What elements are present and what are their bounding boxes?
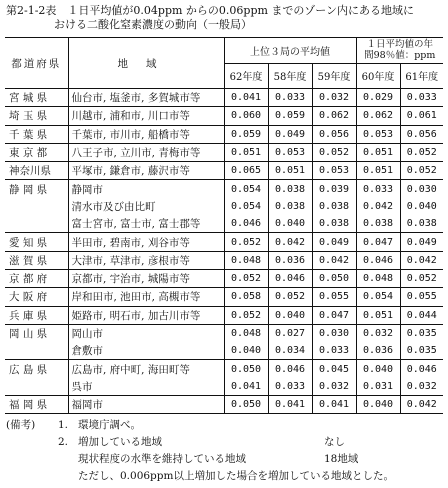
value-cell: 0.032 bbox=[400, 378, 443, 396]
prefecture-cell: 静 岡 県 bbox=[5, 180, 68, 198]
area-cell: 静岡市 bbox=[68, 180, 224, 198]
area-cell: 富士宮市, 富士市, 富士郡等 bbox=[68, 215, 224, 233]
value-cell: 0.056 bbox=[312, 125, 356, 143]
value-cell: 0.033 bbox=[312, 342, 356, 360]
value-cell: 0.052 bbox=[312, 143, 356, 161]
value-cell: 0.033 bbox=[400, 89, 443, 107]
value-cell: 0.053 bbox=[312, 162, 356, 180]
area-cell: 八王子市, 立川市, 青梅市等 bbox=[68, 143, 224, 161]
table-row bbox=[5, 269, 443, 287]
value-cell: 0.042 bbox=[356, 198, 400, 215]
area-cell: 京都市, 宇治市, 城陽市等 bbox=[68, 269, 224, 287]
value-cell: 0.046 bbox=[268, 360, 312, 378]
prefecture-cell: 東 京 都 bbox=[5, 143, 68, 161]
notes bbox=[6, 417, 444, 485]
value-cell: 0.036 bbox=[268, 251, 312, 269]
value-cell: 0.035 bbox=[400, 324, 443, 342]
table-row bbox=[5, 233, 443, 251]
value-cell: 0.052 bbox=[400, 143, 443, 161]
value-cell: 0.038 bbox=[268, 198, 312, 215]
header-98pct-value bbox=[356, 38, 443, 64]
value-cell: 0.031 bbox=[356, 378, 400, 396]
header-prefecture: 都道府県 bbox=[5, 38, 68, 89]
prefecture-cell bbox=[5, 198, 68, 215]
value-cell: 0.027 bbox=[268, 324, 312, 342]
value-cell: 0.040 bbox=[356, 396, 400, 414]
area-cell: 岸和田市, 池田市, 高槻市等 bbox=[68, 288, 224, 306]
value-cell: 0.061 bbox=[400, 107, 443, 125]
value-cell: 0.038 bbox=[312, 198, 356, 215]
value-cell: 0.049 bbox=[312, 233, 356, 251]
value-cell: 0.045 bbox=[312, 360, 356, 378]
value-cell: 0.040 bbox=[268, 306, 312, 324]
value-cell: 0.049 bbox=[268, 125, 312, 143]
area-cell: 仙台市, 塩釜市, 多賀城市等 bbox=[68, 89, 224, 107]
value-cell: 0.055 bbox=[312, 288, 356, 306]
value-cell: 0.041 bbox=[268, 396, 312, 414]
value-cell: 0.050 bbox=[312, 269, 356, 287]
value-cell: 0.052 bbox=[268, 288, 312, 306]
value-cell: 0.042 bbox=[400, 396, 443, 414]
header-98pct-line-2: 間98％値：ppm bbox=[364, 50, 436, 62]
notes-label: (備考) bbox=[6, 419, 36, 431]
table-row bbox=[5, 162, 443, 180]
table-row bbox=[5, 107, 443, 125]
table-row bbox=[5, 143, 443, 161]
value-cell: 0.048 bbox=[224, 324, 268, 342]
value-cell: 0.051 bbox=[356, 143, 400, 161]
value-cell: 0.065 bbox=[224, 162, 268, 180]
area-cell: 川越市, 浦和市, 川口市等 bbox=[68, 107, 224, 125]
area-cell: 清水市及び由比町 bbox=[68, 198, 224, 215]
note-2-text: 増加している地域 bbox=[78, 436, 162, 448]
table-row bbox=[5, 89, 443, 107]
table-row bbox=[5, 198, 443, 215]
header-top3-average: 上位３局の平均値 bbox=[224, 38, 356, 64]
table-row bbox=[5, 306, 443, 324]
value-cell: 0.033 bbox=[268, 378, 312, 396]
prefecture-cell: 福 岡 県 bbox=[5, 396, 68, 414]
value-cell: 0.039 bbox=[312, 180, 356, 198]
note-3-text: 現状程度の水準を維持している地域 bbox=[78, 453, 246, 465]
value-cell: 0.041 bbox=[224, 89, 268, 107]
header-year: 58年度 bbox=[268, 63, 312, 89]
value-cell: 0.046 bbox=[400, 360, 443, 378]
value-cell: 0.042 bbox=[400, 251, 443, 269]
value-cell: 0.042 bbox=[268, 233, 312, 251]
value-cell: 0.050 bbox=[224, 396, 268, 414]
table-body bbox=[5, 89, 443, 414]
value-cell: 0.058 bbox=[224, 288, 268, 306]
value-cell: 0.044 bbox=[400, 306, 443, 324]
value-cell: 0.030 bbox=[400, 180, 443, 198]
value-cell: 0.034 bbox=[268, 342, 312, 360]
value-cell: 0.059 bbox=[268, 107, 312, 125]
value-cell: 0.054 bbox=[356, 288, 400, 306]
value-cell: 0.030 bbox=[312, 324, 356, 342]
value-cell: 0.033 bbox=[356, 180, 400, 198]
value-cell: 0.029 bbox=[356, 89, 400, 107]
value-cell: 0.054 bbox=[224, 180, 268, 198]
prefecture-cell: 岡 山 県 bbox=[5, 324, 68, 342]
value-cell: 0.051 bbox=[356, 306, 400, 324]
value-cell: 0.052 bbox=[400, 269, 443, 287]
prefecture-cell: 兵 庫 県 bbox=[5, 306, 68, 324]
area-cell: 福岡市 bbox=[68, 396, 224, 414]
note-2-number: 2. bbox=[58, 436, 69, 448]
area-cell: 岡山市 bbox=[68, 324, 224, 342]
value-cell: 0.059 bbox=[224, 125, 268, 143]
value-cell: 0.041 bbox=[312, 396, 356, 414]
prefecture-cell: 京 都 府 bbox=[5, 269, 68, 287]
value-cell: 0.062 bbox=[356, 107, 400, 125]
table-title bbox=[6, 4, 444, 32]
value-cell: 0.046 bbox=[268, 269, 312, 287]
prefecture-cell bbox=[5, 215, 68, 233]
value-cell: 0.038 bbox=[312, 215, 356, 233]
table-row bbox=[5, 251, 443, 269]
value-cell: 0.054 bbox=[230, 200, 262, 212]
no2-trend-table bbox=[5, 37, 443, 414]
value-cell: 0.046 bbox=[356, 251, 400, 269]
area-cell: 倉敷市 bbox=[68, 342, 224, 360]
prefecture-cell bbox=[5, 378, 68, 396]
note-2-value: なし bbox=[324, 436, 345, 448]
note-4-text: ただし、0.006ppm以上増加した場合を増加している地域とした。 bbox=[78, 470, 394, 482]
value-cell: 0.051 bbox=[356, 162, 400, 180]
table-row bbox=[5, 288, 443, 306]
value-cell: 0.046 bbox=[230, 218, 262, 230]
table-row bbox=[5, 125, 443, 143]
title-line-1: 第2-1-2表 １日平均値が0.04ppm からの0.06ppm までのゾーン内にある地域に bbox=[6, 4, 414, 17]
value-cell: 0.038 bbox=[268, 180, 312, 198]
value-cell: 0.040 bbox=[230, 345, 262, 357]
table-row bbox=[5, 180, 443, 198]
value-cell: 0.052 bbox=[224, 306, 268, 324]
value-cell: 0.048 bbox=[356, 269, 400, 287]
value-cell: 0.049 bbox=[400, 233, 443, 251]
area-cell: 大津市, 草津市, 彦根市等 bbox=[68, 251, 224, 269]
table-row bbox=[5, 342, 443, 360]
value-cell: 0.052 bbox=[400, 162, 443, 180]
value-cell: 0.032 bbox=[356, 324, 400, 342]
value-cell: 0.051 bbox=[224, 143, 268, 161]
header-year: 60年度 bbox=[356, 63, 400, 89]
table-row bbox=[5, 215, 443, 233]
value-cell: 0.052 bbox=[224, 269, 268, 287]
table-row bbox=[5, 324, 443, 342]
header-98pct-line-1: １日平均値の年 bbox=[366, 39, 434, 51]
table-row bbox=[5, 396, 443, 414]
value-cell: 0.032 bbox=[312, 89, 356, 107]
area-cell: 姫路市, 明石市, 加古川市等 bbox=[68, 306, 224, 324]
prefecture-cell: 千 葉 県 bbox=[5, 125, 68, 143]
value-cell: 0.055 bbox=[400, 288, 443, 306]
value-cell: 0.047 bbox=[312, 306, 356, 324]
note-3-value: 18地域 bbox=[324, 453, 359, 465]
value-cell: 0.040 bbox=[356, 360, 400, 378]
prefecture-cell: 大 阪 府 bbox=[5, 288, 68, 306]
value-cell: 0.062 bbox=[312, 107, 356, 125]
value-cell: 0.052 bbox=[224, 233, 268, 251]
table-row bbox=[5, 378, 443, 396]
value-cell: 0.042 bbox=[312, 251, 356, 269]
header-year: 59年度 bbox=[312, 63, 356, 89]
value-cell: 0.038 bbox=[356, 215, 400, 233]
prefecture-cell: 滋 賀 県 bbox=[5, 251, 68, 269]
value-cell: 0.051 bbox=[268, 162, 312, 180]
prefecture-cell: 埼 玉 県 bbox=[5, 107, 68, 125]
area-cell: 半田市, 碧南市, 刈谷市等 bbox=[68, 233, 224, 251]
value-cell: 0.040 bbox=[268, 215, 312, 233]
title-line-2: おける二酸化窒素濃度の動向（一般局） bbox=[54, 18, 252, 31]
prefecture-cell: 宮 城 県 bbox=[5, 89, 68, 107]
value-cell: 0.047 bbox=[356, 233, 400, 251]
prefecture-cell bbox=[5, 342, 68, 360]
value-cell: 0.032 bbox=[312, 378, 356, 396]
value-cell: 0.048 bbox=[224, 251, 268, 269]
note-1-text: 環境庁調べ。 bbox=[78, 419, 141, 431]
table-row bbox=[5, 360, 443, 378]
prefecture-cell: 神奈川県 bbox=[5, 162, 68, 180]
header-year: 62年度 bbox=[224, 63, 268, 89]
value-cell: 0.038 bbox=[400, 215, 443, 233]
note-1-number: 1. bbox=[58, 419, 69, 431]
header-area: 地域 bbox=[68, 38, 224, 89]
value-cell: 0.041 bbox=[230, 380, 262, 392]
value-cell: 0.056 bbox=[400, 125, 443, 143]
header-year: 61年度 bbox=[400, 63, 443, 89]
value-cell: 0.060 bbox=[224, 107, 268, 125]
value-cell: 0.035 bbox=[400, 342, 443, 360]
value-cell: 0.033 bbox=[268, 89, 312, 107]
value-cell: 0.040 bbox=[400, 198, 443, 215]
value-cell: 0.036 bbox=[356, 342, 400, 360]
value-cell: 0.050 bbox=[224, 360, 268, 378]
area-cell: 広島市, 府中町, 海田町等 bbox=[68, 360, 224, 378]
value-cell: 0.053 bbox=[268, 143, 312, 161]
prefecture-cell: 愛 知 県 bbox=[5, 233, 68, 251]
value-cell: 0.053 bbox=[356, 125, 400, 143]
area-cell: 千葉市, 市川市, 船橋市等 bbox=[68, 125, 224, 143]
prefecture-cell: 広 島 県 bbox=[5, 360, 68, 378]
area-cell: 呉市 bbox=[68, 378, 224, 396]
area-cell: 平塚市, 鎌倉市, 藤沢市等 bbox=[68, 162, 224, 180]
